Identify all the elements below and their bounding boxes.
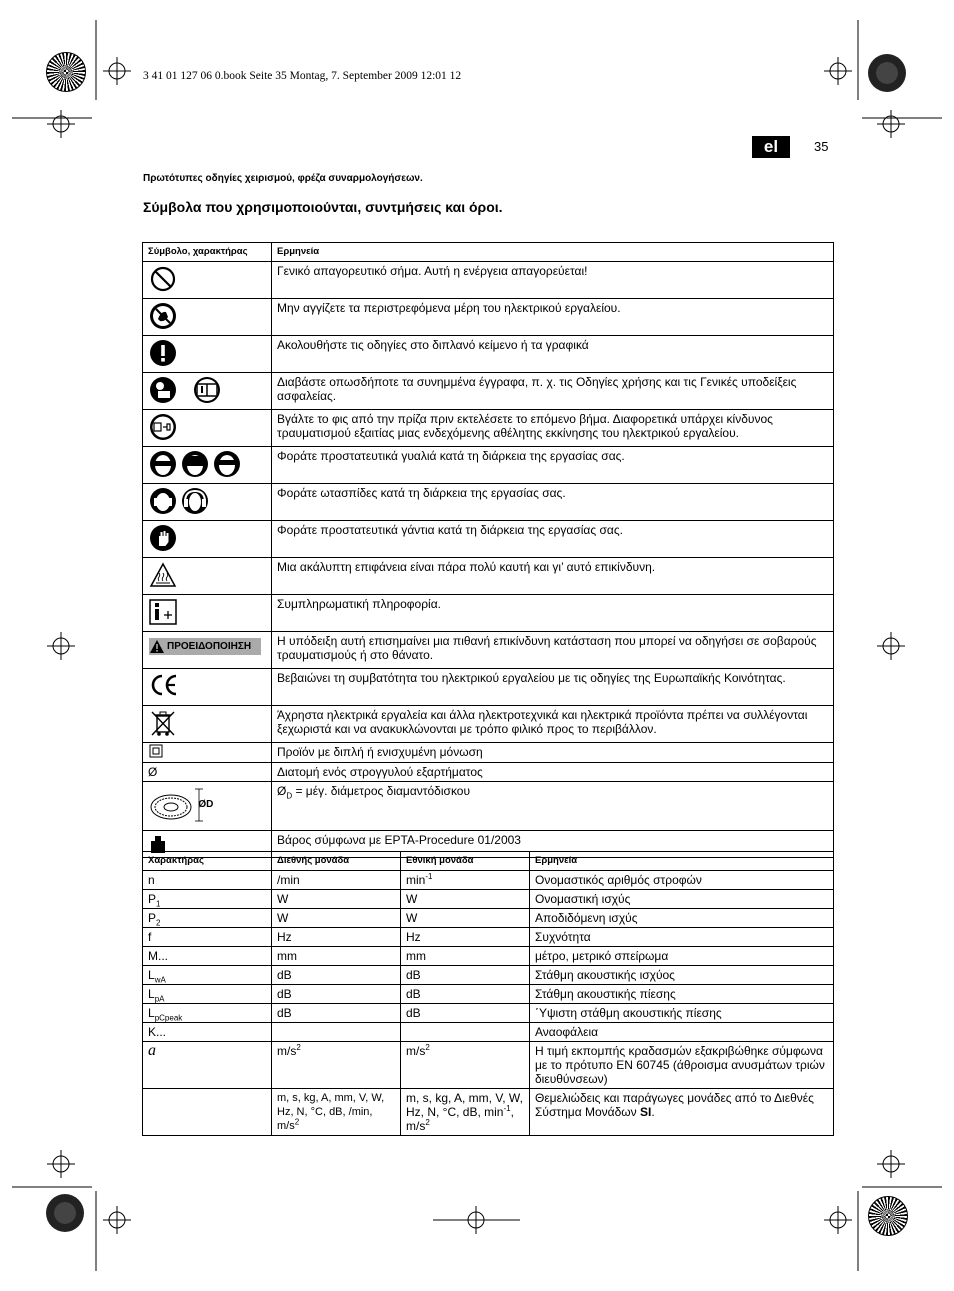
table-row: f Hz Hz Συχνότητα [143, 928, 834, 947]
row-text: Η υπόδειξη αυτή επισημαίνει μια πιθανή επικίνδυνη κατάσταση που μπορεί να οδηγήσει σε σοβαρούς τραυματισμούς ή στο θάνατο. [272, 632, 834, 669]
table-row [143, 595, 834, 632]
table-row [143, 299, 834, 336]
crossed-bin-icon [149, 709, 265, 739]
table-row [143, 743, 834, 763]
document-subtitle: Πρωτότυπες οδηγίες χειρισμού, φρέζα συναρμολογήσεων. [143, 173, 423, 184]
table-row: m, s, kg, A, mm, V, W, Hz, N, °C, dB, /min, $m/s^2$ m, s, kg, A, mm, V, W, Hz, N, °C, dB, $\min^{-1}$, $m/s^2$ Θεμελιώδεις και παράγωγες μονάδες από το Διεθνές Σύστημα Μονάδων SI. [143, 1089, 834, 1136]
row-text: $Ø_D = \mu έ\gamma$. διάμετρος διαμαντόδισκου [272, 782, 834, 831]
row-text: Διατομή ενός στρογγυλού εξαρτήματος [272, 763, 834, 782]
table-header-row [143, 243, 834, 262]
table-row [143, 336, 834, 373]
table-row: a $m/s^2$ $m/s^2$ Η τιμή εκπομπής κραδασμών εξακριβώθηκε σύμφωνα με το πρότυπο EN 60745 (άθροισμα ανυσμάτων τριών διευθύνσεων) [143, 1042, 834, 1089]
column-header: Ερμηνεία [272, 243, 834, 262]
row-text: Διαβάστε οπωσδήποτε τα συνημμένα έγγραφα, π. χ. τις Οδηγίες χρήσης και τις Γενικές υποδείξεις ασφαλείας. [272, 373, 834, 410]
table-row [143, 558, 834, 595]
diameter-symbol: Ø [143, 763, 272, 782]
table-row [143, 669, 834, 706]
language-badge: el [752, 136, 790, 158]
no-touch-rotating-icon [149, 302, 265, 330]
warning-label [149, 638, 261, 655]
section-heading: Σύμβολα που χρησιμοποιούνται, συντμήσεις και όροι. [143, 199, 503, 215]
row-text: Άχρηστα ηλεκτρικά εργαλεία και άλλα ηλεκτροτεχνικά και ηλεκτρικά προϊόντα πρέπει να συλλέγονται ξεχωριστά και να ανακυκλώνονται με τρόπο φιλικό προς το περιβάλλον. [272, 706, 834, 743]
row-text: Μια ακάλυπτη επιφάνεια είναι πάρα πολύ καυτή και γι’ αυτό επικίνδυνη. [272, 558, 834, 595]
unplug-icon [149, 413, 265, 441]
row-text: Φοράτε προστατευτικά γάντια κατά τη διάρκεια της εργασίας σας. [272, 521, 834, 558]
row-text: Βάρος σύμφωνα με EPTA-Procedure 01/2003 [272, 831, 834, 858]
table-row [143, 262, 834, 299]
double-insulation-icon [149, 747, 163, 761]
safety-goggles-icon [149, 450, 265, 478]
table-row: $L_{wA}$ dB dB Στάθμη ακουστικής ισχύος [143, 966, 834, 985]
column-header: Χαρακτήρας [143, 852, 272, 871]
units-table [142, 851, 834, 1136]
table-row: $P_1$ W W Ονομαστική ισχύς [143, 890, 834, 909]
table-row: $L_{pCpeak}$ dB dB ΄Υψιστη στάθμη ακουστικής πίεσης [143, 1004, 834, 1023]
diamond-disc-icon [149, 785, 203, 825]
table-row [143, 763, 834, 782]
column-header: Εθνική μονάδα [401, 852, 530, 871]
column-header: Διεθνής μονάδα [272, 852, 401, 871]
table-header-row [143, 852, 834, 871]
exclamation-icon [149, 339, 265, 367]
table-row: K... Αναοφάλεια [143, 1023, 834, 1042]
row-text: Μην αγγίζετε τα περιστρεφόμενα μέρη του ηλεκτρικού εργαλείου. [272, 299, 834, 336]
disc-diameter-label: ØD [198, 799, 214, 810]
page-number: 35 [814, 139, 829, 154]
row-text: Ακολουθήστε τις οδηγίες στο διπλανό κείμενο ή τα γραφικά [272, 336, 834, 373]
table-row [143, 632, 834, 669]
table-row: $P_2$ W W Αποδιδόμενη ισχύς [143, 909, 834, 928]
gloves-icon [149, 524, 265, 552]
column-header: Ερμηνεία [530, 852, 834, 871]
row-text: Βεβαιώνει τη συμβατότητα του ηλεκτρικού εργαλείου με τις οδηγίες της Ευρωπαϊκής Κοινότητας. [272, 669, 834, 706]
warning-triangle-icon [149, 639, 165, 654]
table-row [143, 373, 834, 410]
row-text: Συμπληρωματική πληροφορία. [272, 595, 834, 632]
info-plus-icon [149, 598, 265, 626]
table-row: M... mm mm μέτρο, μετρικό σπείρωμα [143, 947, 834, 966]
read-manual-icon [149, 376, 265, 404]
row-text: Βγάλτε το φις από την πρίζα πριν εκτελέσετε το επόμενο βήμα. Διαφορετικά υπάρχει κίνδυνος τραυματισμού εξαιτίας μιας ενδεχόμενης αθέλητης εκκίνησης του ηλεκτρικού εργαλείου. [272, 410, 834, 447]
prohibition-icon [149, 265, 265, 293]
table-row [143, 447, 834, 484]
table-row [143, 521, 834, 558]
row-text: Φοράτε ωτασπίδες κατά τη διάρκεια της εργασίας σας. [272, 484, 834, 521]
table-row [143, 706, 834, 743]
symbols-table [142, 242, 834, 858]
table-row: n /min $\min^{-1}$ Ονομαστικός αριθμός στροφών [143, 871, 834, 890]
hot-surface-icon [149, 561, 265, 589]
ear-protection-icon [149, 487, 265, 515]
warning-label-text: ΠΡΟΕΙΔΟΠΟΙΗΣΗ [167, 640, 252, 652]
row-text: Γενικό απαγορευτικό σήμα. Αυτή η ενέργεια απαγορεύεται! [272, 262, 834, 299]
row-text: Φοράτε προστατευτικά γυαλιά κατά τη διάρκεια της εργασίας σας. [272, 447, 834, 484]
column-header: Σύμβολο, χαρακτήρας [143, 243, 272, 262]
table-row [143, 782, 834, 831]
table-row [143, 484, 834, 521]
table-row [143, 410, 834, 447]
print-info: 3 41 01 127 06 0.book Seite 35 Montag, 7. September 2009 12:01 12 [143, 70, 462, 82]
table-row: $L_{pA}$ dB dB Στάθμη ακουστικής πίεσης [143, 985, 834, 1004]
ce-mark-icon [149, 672, 265, 698]
row-text: Προϊόν με διπλή ή ενισχυμένη μόνωση [272, 743, 834, 763]
